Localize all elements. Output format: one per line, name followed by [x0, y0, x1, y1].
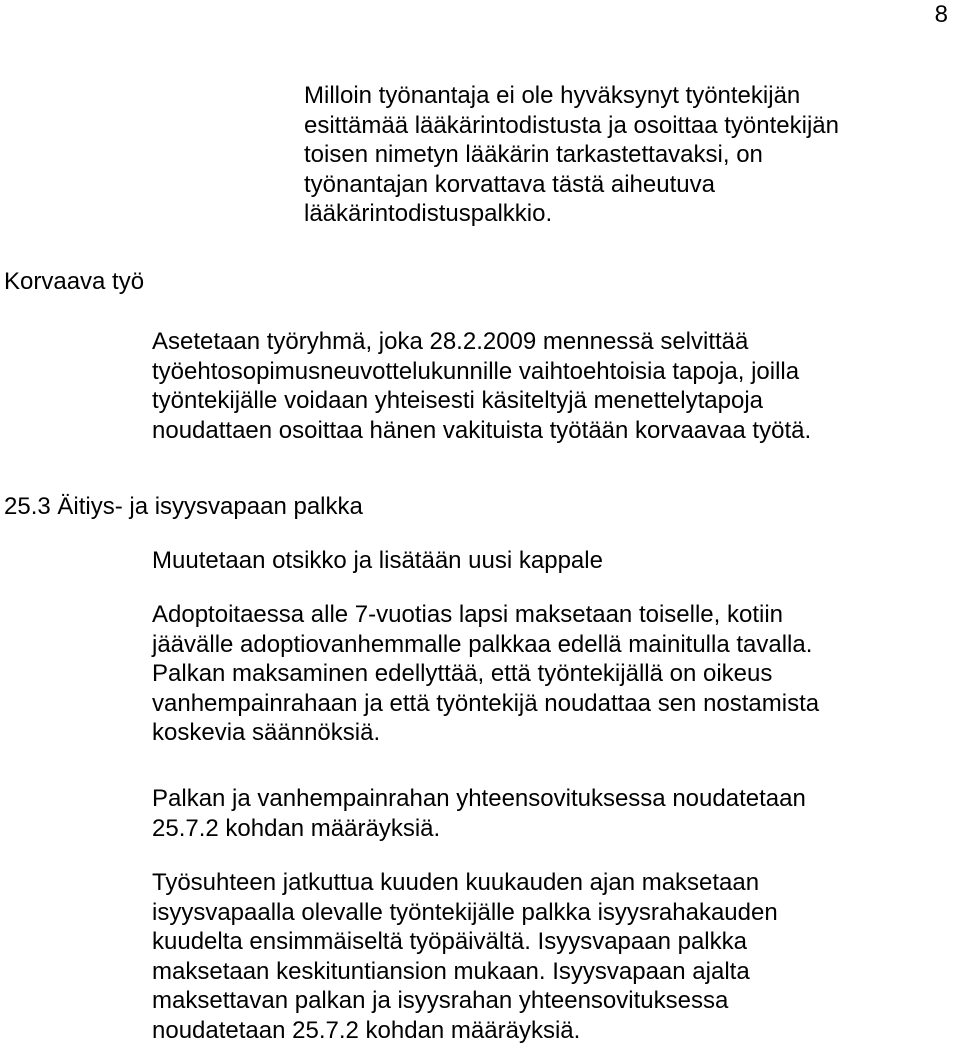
text-line: vanhempainrahaan ja että työntekijä noudattaa sen nostamista	[152, 689, 820, 717]
text-line: maksettavan palkan ja isyysrahan yhteensovituksessa	[152, 987, 729, 1014]
adoption-paragraph	[152, 600, 819, 748]
text-line: maksetaan keskituntiansion mukaan. Isyysvapaan ajalta	[152, 957, 750, 985]
paternity-leave-paragraph	[152, 868, 778, 1045]
text-line: 25.7.2 kohdan määräyksiä.	[152, 814, 441, 842]
text-line: työehtosopimusneuvottelukunnille vaihtoehtoisia tapoja, joilla	[152, 357, 800, 385]
text-line: työntekijälle voidaan yhteisesti käsiteltyjä menettelytapoja	[152, 387, 764, 414]
text-line: kuudelta ensimmäiseltä työpäivältä. Isyysvapaan palkka	[152, 928, 747, 955]
text-line: Milloin työnantaja ei ole hyväksynyt työntekijän	[304, 82, 801, 109]
text-line: työnantajan korvattava tästä aiheutuva	[304, 170, 715, 198]
text-line: Työsuhteen jatkuttua kuuden kuukauden ajan maksetaan	[152, 869, 760, 896]
text-line: koskevia säännöksiä.	[152, 719, 381, 746]
page-number: 8	[934, 1, 948, 28]
text-line: Adoptoitaessa alle 7-vuotias lapsi maksetaan toiselle, kotiin	[152, 601, 784, 628]
section-heading-korvaava-tyo: Korvaava työ	[4, 268, 145, 295]
amendment-instruction: Muutetaan otsikko ja lisätään uusi kappale	[152, 547, 603, 574]
text-line: lääkärintodistuspalkkio.	[304, 200, 553, 227]
text-line: isyysvapaalla olevalle työntekijälle palkka isyysrahakauden	[152, 898, 778, 926]
text-line: noudattaen osoittaa hänen vakituista työtään korvaavaa työtä.	[152, 416, 812, 444]
text-line: Palkan ja vanhempainrahan yhteensovituksessa noudatetaan	[152, 785, 806, 812]
intro-paragraph	[304, 81, 839, 229]
coordination-paragraph	[152, 784, 806, 843]
section-heading-25-3: 25.3 Äitiys- ja isyysvapaan palkka	[4, 493, 363, 520]
text-line: toisen nimetyn lääkärin tarkastettavaksi, on	[304, 141, 763, 168]
text-line: Palkan maksaminen edellyttää, että työntekijällä on oikeus	[152, 660, 773, 687]
text-line: esittämää lääkärintodistusta ja osoittaa työntekijän	[304, 111, 839, 139]
text-line: Asetetaan työryhmä, joka 28.2.2009 mennessä selvittää	[152, 328, 749, 355]
text-line: noudatetaan 25.7.2 kohdan määräyksiä.	[152, 1016, 581, 1044]
text-line: jäävälle adoptiovanhemmalle palkkaa edellä mainitulla tavalla.	[152, 630, 813, 658]
korvaava-tyo-paragraph	[152, 327, 811, 445]
